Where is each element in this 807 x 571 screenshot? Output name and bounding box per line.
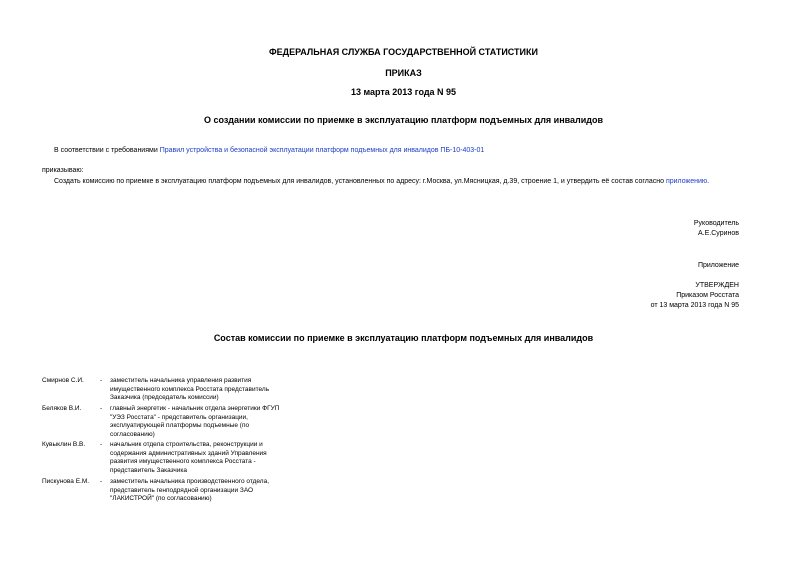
role-line: имущественного комплекса Росстата представитель <box>110 385 270 393</box>
signature-position: Руководитель <box>693 220 739 227</box>
member-dash: - <box>100 405 103 412</box>
preamble-text: В соответствии с требованиями <box>54 147 160 154</box>
order-verb: приказываю: <box>42 167 84 174</box>
member-dash: - <box>100 478 103 485</box>
role-line: главный энергетик - начальник отдела энергетики ФГУП <box>110 405 280 412</box>
order-body: Создать комиссию по приемке в эксплуатацию платформ подъемных для инвалидов, установленных по адресу: г.Москва, ул.Мясницкая, д.39, строение 1, и утвердить её состав согласно <box>54 178 666 185</box>
approved-label: УТВЕРЖДЕН <box>695 282 739 289</box>
agency-title: ФЕДЕРАЛЬНАЯ СЛУЖБА ГОСУДАРСТВЕННОЙ СТАТИСТИКИ <box>269 47 538 57</box>
role-line: содержания административных зданий Управления <box>110 449 267 457</box>
role-line: "УЭЗ Росстата" - представитель организации, <box>110 413 248 421</box>
role-line: представитель генподрядной организации ЗАО <box>110 486 254 494</box>
appendix-link[interactable]: приложению <box>665 178 708 185</box>
appendix-label: Приложение <box>697 262 739 269</box>
order-end: . <box>707 178 710 185</box>
member-role <box>110 478 310 504</box>
role-line: начальник отдела строительства, реконструкции и <box>110 441 263 448</box>
role-line: заместитель начальника производственного отдела, <box>110 478 270 485</box>
member-role <box>110 441 310 475</box>
member-role <box>110 377 310 403</box>
role-line: эксплуатирующей платформы подъемные (по <box>110 422 250 429</box>
member-name: Кувыклин В.В. <box>42 441 86 448</box>
member-role <box>110 405 310 439</box>
member-name: Беляков В.И. <box>42 405 82 412</box>
document-title: О создании комиссии по приемке в эксплуатацию платформ подъемных для инвалидов <box>203 115 604 125</box>
approved-by: Приказом Росстата <box>676 292 739 299</box>
role-line: "ЛАКИСТРОЙ" (по согласованию) <box>110 495 212 502</box>
composition-title: Состав комиссии по приемке в эксплуатацию платформ подъемных для инвалидов <box>213 333 594 343</box>
role-line: заместитель начальника управления развития <box>110 377 252 384</box>
member-name: Смирнов С.И. <box>42 377 84 384</box>
role-line: Заказчика (председатель комиссии) <box>110 394 219 401</box>
preamble <box>54 147 484 154</box>
document-type: ПРИКАЗ <box>385 68 422 78</box>
approved-date: от 13 марта 2013 года N 95 <box>650 302 739 309</box>
member-name: Пискунова Е.М. <box>42 478 90 485</box>
order-text <box>54 178 709 185</box>
document-date-number: 13 марта 2013 года N 95 <box>350 87 457 97</box>
member-dash: - <box>100 441 103 448</box>
signature-name: А.Е.Суринов <box>698 230 739 237</box>
role-line: развития имущественного комплекса Росстата - <box>110 458 256 465</box>
rules-link[interactable]: Правил устройства и безопасной эксплуатации платформ подъемных для инвалидов ПБ-10-403-01 <box>159 147 485 154</box>
role-line: представитель Заказчика <box>110 466 187 474</box>
member-dash: - <box>100 377 103 384</box>
role-line: согласованию) <box>110 430 155 438</box>
